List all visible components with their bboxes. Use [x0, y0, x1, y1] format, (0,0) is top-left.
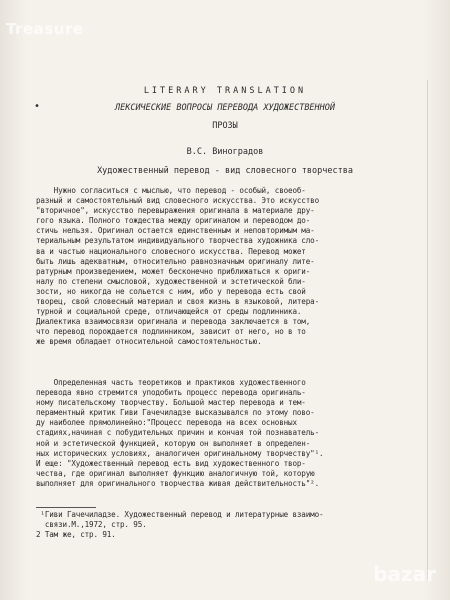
paragraph-2-line: ной и эстетической функцией, которую он выполняет в определен-	[36, 438, 311, 448]
paragraph-2-line: перевода явно стремится уподобить процесс перевода оригиналь-	[36, 388, 306, 398]
paragraph-1-line: быть лишь адекватным, относительно равнозначным оригиналу лите-	[36, 256, 315, 266]
footnote-rule	[36, 507, 96, 508]
paragraph-1-line: ратурным произведением, может бесконечно приближаться к ориги-	[36, 266, 311, 276]
paragraph-1	[36, 186, 420, 348]
paragraph-2-line: ному писательскому творчеству. Большой мастер перевода и тем-	[36, 398, 306, 408]
paragraph-1-line: ва и частью национального словесного искусства. Перевод может	[36, 246, 306, 256]
paragraph-1-line: "вторичное", искусство перевыражения оригинала в материале дру-	[36, 206, 315, 216]
paragraph-1-line: налу по степени смысловой, художественной и эстетической бли-	[36, 276, 306, 286]
watermark-top: Treasure	[6, 20, 84, 38]
paragraph-2-line: ду наиболее прямолинейно:"Процесс перевода на всех основных	[36, 418, 297, 428]
author-name: В.С. Виноградов	[186, 147, 264, 157]
watermark-bottom: bazar	[373, 562, 436, 586]
paragraph-1-line: гого языка. Полного тождества между оригиналом и переводом до-	[36, 216, 311, 226]
margin-dot: •	[34, 101, 41, 112]
paragraph-2-line: Определенная часть теоретиков и практиков художественного	[36, 378, 306, 387]
paragraph-1-line: же время обладает относительной самостоятельностью.	[36, 337, 262, 347]
paragraph-1-line: стичь нельзя. Оригинал остается единственным и неповторимым ма-	[36, 226, 315, 236]
header-russian-line1: ЛЕКСИЧЕСКИЕ ВОПРОСЫ ПЕРЕВОДА ХУДОЖЕСТВЕННОЙ	[114, 103, 336, 113]
paragraph-1-line: творец, свой словесный материал и своя жизнь в языковой, литера-	[36, 297, 319, 307]
paragraph-2-line: И еще: "Художественный перевод есть вид художественного твор-	[36, 458, 306, 468]
paragraph-2-line: ных исторических условиях, аналогичен оригинальному творчеству"¹.	[36, 448, 324, 458]
paragraph-1-line: Диалектика взаимосвязи оригинала и перевода заключается в том,	[36, 317, 311, 327]
paragraph-1-line: турной и социальной среде, отличающейся от среды подлинника.	[36, 307, 302, 317]
header-russian-line2: ПРОЗЫ	[212, 121, 238, 131]
paragraph-2-line: стадиях,начиная с побудительных причин и кончая той познаватель-	[36, 428, 319, 438]
paragraph-1-line: что перевод порождается подлинником, зависит от него, но в то	[36, 327, 306, 337]
footnote-2	[36, 530, 420, 540]
paragraph-2-line: выполняет для оригинального творчества живая действительность"².	[36, 478, 319, 488]
paragraph-2	[36, 378, 420, 489]
header-english: LITERARY TRANSLATION	[143, 86, 307, 96]
paragraph-2-line: пераментный критик Гиви Гачечиладзе высказывался по этому пово-	[36, 408, 315, 418]
section-subtitle: Художественный перевод - вид словесного творчества	[97, 166, 353, 176]
footnote-1-line: ¹Гиви Гачечиладзе. Художественный перевод и литературные взаимо-	[36, 510, 324, 519]
paragraph-1-line: Нужно согласиться с мыслью, что перевод - особый, своеоб-	[36, 186, 306, 195]
footnote-1-line: связи.М.,1972, стр. 95.	[36, 519, 147, 529]
paragraph-2-line: чества, где оригинал выполняет функцию аналогичную той, которую	[36, 468, 315, 478]
paragraph-1-line: зости, но никогда не сольется с ним, ибо у перевода есть свой	[36, 286, 306, 296]
footnote-1	[36, 510, 420, 529]
footnote-2-line: 2 Там же, стр. 91.	[36, 530, 116, 539]
paragraph-1-line: разный и самостоятельный вид словесного искусства. Это искусство	[36, 196, 319, 206]
paragraph-1-line: териальным результатом индивидуального творчества художника сло-	[36, 236, 319, 246]
